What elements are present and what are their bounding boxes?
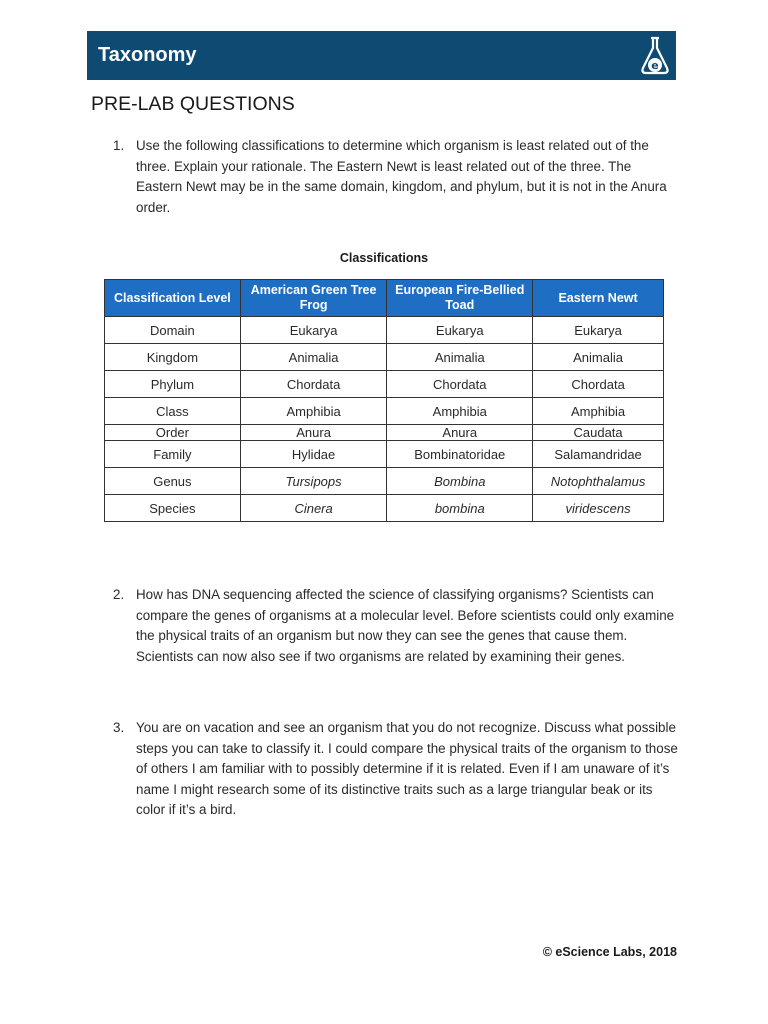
table-row	[105, 317, 664, 344]
table-cell: Family	[105, 441, 241, 468]
question-text: Use the following classifications to determine which organism is least related out of the three. Explain your rationale. The Eastern Newt is least related out of the three. The Eastern Newt may be in the same domain, kingdom, and phylum, but it is not in the Anura order.	[136, 138, 667, 215]
table-cell: Eukarya	[240, 317, 387, 344]
table-cell: Anura	[240, 425, 387, 441]
classification-table	[104, 279, 664, 522]
question-number: 1.	[113, 138, 125, 153]
question-text: You are on vacation and see an organism that you do not recognize. Discuss what possible steps you can take to classify it. I could compare the physical traits of the organism to those of others I am familiar with to possibly determine if it is related. Even if I am unaware of it’s name I might research some of its distinctive traits such as a large triangular beak or its color if it’s a bird.	[136, 720, 678, 818]
table-cell: Species	[105, 495, 241, 522]
section-title: PRE-LAB QUESTIONS	[91, 93, 295, 115]
table-cell: Order	[105, 425, 241, 441]
table-cell: bombina	[387, 495, 533, 522]
table-cell: Bombinatoridae	[387, 441, 533, 468]
table-row	[105, 425, 664, 441]
question-1	[113, 136, 678, 218]
table-cell: Amphibia	[387, 398, 533, 425]
table-cell: Animalia	[533, 344, 664, 371]
table-cell: Chordata	[240, 371, 387, 398]
table-cell: Cinera	[240, 495, 387, 522]
table-row	[105, 495, 664, 522]
question-2	[113, 585, 678, 667]
table-row	[105, 441, 664, 468]
page-header-bar	[87, 31, 676, 80]
table-cell: Bombina	[387, 468, 533, 495]
table-row	[105, 371, 664, 398]
table-cell: Domain	[105, 317, 241, 344]
table-row	[105, 468, 664, 495]
question-text: How has DNA sequencing affected the science of classifying organisms? Scientists can compare the genes of organisms at a molecular level. Before scientists could only examine the physical traits of an organism but now they can see the genes that cause them. Scientists can now also see if two organisms are related by examining their genes.	[136, 587, 675, 664]
table-cell: Kingdom	[105, 344, 241, 371]
table-cell: Animalia	[240, 344, 387, 371]
table-cell: Tursipops	[240, 468, 387, 495]
table-cell: Eukarya	[387, 317, 533, 344]
table-cell: Class	[105, 398, 241, 425]
column-header: Classification Level	[105, 280, 241, 317]
question-number: 2.	[113, 587, 125, 602]
table-cell: Animalia	[387, 344, 533, 371]
table-cell: Genus	[105, 468, 241, 495]
column-header: American Green Tree Frog	[240, 280, 387, 317]
table-row	[105, 344, 664, 371]
table-cell: Amphibia	[533, 398, 664, 425]
footer-copyright: © eScience Labs, 2018	[542, 945, 677, 959]
table-cell: Salamandridae	[533, 441, 664, 468]
escience-flask-logo-icon	[638, 35, 672, 76]
table-cell: Chordata	[387, 371, 533, 398]
table-header-row	[105, 280, 664, 317]
table-cell: viridescens	[533, 495, 664, 522]
table-cell: Caudata	[533, 425, 664, 441]
column-header: European Fire-Bellied Toad	[387, 280, 533, 317]
table-cell: Phylum	[105, 371, 241, 398]
table-cell: Hylidae	[240, 441, 387, 468]
table-cell: Anura	[387, 425, 533, 441]
column-header: Eastern Newt	[533, 280, 664, 317]
table-cell: Amphibia	[240, 398, 387, 425]
question-number: 3.	[113, 720, 125, 735]
table-cell: Eukarya	[533, 317, 664, 344]
table-caption: Classifications	[339, 251, 429, 265]
header-title: Taxonomy	[98, 44, 197, 66]
svg-text:e: e	[651, 59, 659, 72]
table-cell: Notophthalamus	[533, 468, 664, 495]
table-cell: Chordata	[533, 371, 664, 398]
table-row	[105, 398, 664, 425]
question-3	[113, 718, 678, 821]
